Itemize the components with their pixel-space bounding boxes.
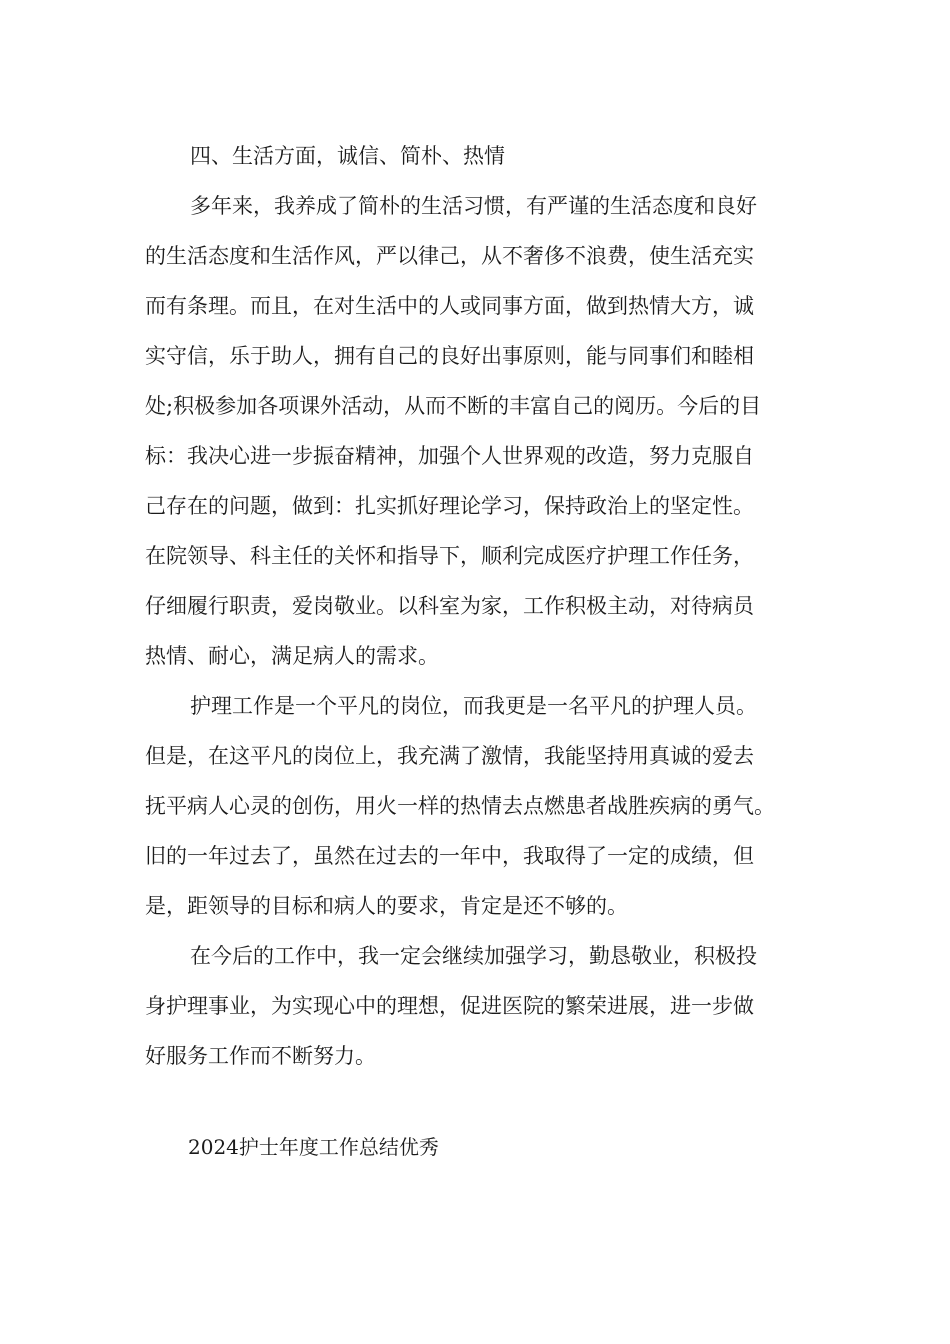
paragraph-line: 仔细履行职责，爱岗敬业。以科室为家，工作积极主动，对待病员: [145, 594, 754, 618]
paragraph-line: 而有条理。而且，在对生活中的人或同事方面，做到热情大方，诚: [145, 294, 754, 318]
paragraph-line: 但是，在这平凡的岗位上，我充满了激情，我能坚持用真诚的爱去: [145, 744, 754, 768]
document-title: 2024护士年度工作总结优秀: [188, 1135, 439, 1159]
paragraph-line: 实守信，乐于助人，拥有自己的良好出事原则，能与同事们和睦相: [145, 344, 754, 368]
paragraph-line: 在今后的工作中，我一定会继续加强学习，勤恳敬业，积极投: [190, 944, 757, 968]
paragraph-line: 的生活态度和生活作风，严以律己，从不奢侈不浪费，使生活充实: [145, 244, 754, 268]
paragraph-line: 好服务工作而不断努力。: [145, 1044, 376, 1068]
paragraph-line: 标：我决心进一步振奋精神，加强个人世界观的改造，努力克服自: [145, 444, 754, 468]
paragraph-line: 处;积极参加各项课外活动，从而不断的丰富自己的阅历。今后的目: [145, 394, 762, 418]
paragraph-line: 旧的一年过去了，虽然在过去的一年中，我取得了一定的成绩，但: [145, 844, 754, 868]
paragraph-line: 身护理事业，为实现心中的理想，促进医院的繁荣进展，进一步做: [145, 994, 754, 1018]
paragraph-line: 热情、耐心，满足病人的需求。: [145, 644, 439, 668]
paragraph-line: 多年来，我养成了简朴的生活习惯，有严谨的生活态度和良好: [190, 194, 757, 218]
paragraph-line: 己存在的问题，做到：扎实抓好理论学习，保持政治上的坚定性。: [145, 494, 754, 518]
paragraph-line: 在院领导、科主任的关怀和指导下，顺利完成医疗护理工作任务，: [145, 544, 754, 568]
paragraph-line: 抚平病人心灵的创伤，用火一样的热情去点燃患者战胜疾病的勇气。: [145, 794, 775, 818]
section-heading: 四、生活方面，诚信、简朴、热情: [190, 144, 505, 168]
paragraph-line: 是，距领导的目标和病人的要求，肯定是还不够的。: [145, 894, 628, 918]
document-body: [145, 131, 810, 1081]
paragraph-line: 护理工作是一个平凡的岗位，而我更是一名平凡的护理人员。: [190, 694, 757, 718]
